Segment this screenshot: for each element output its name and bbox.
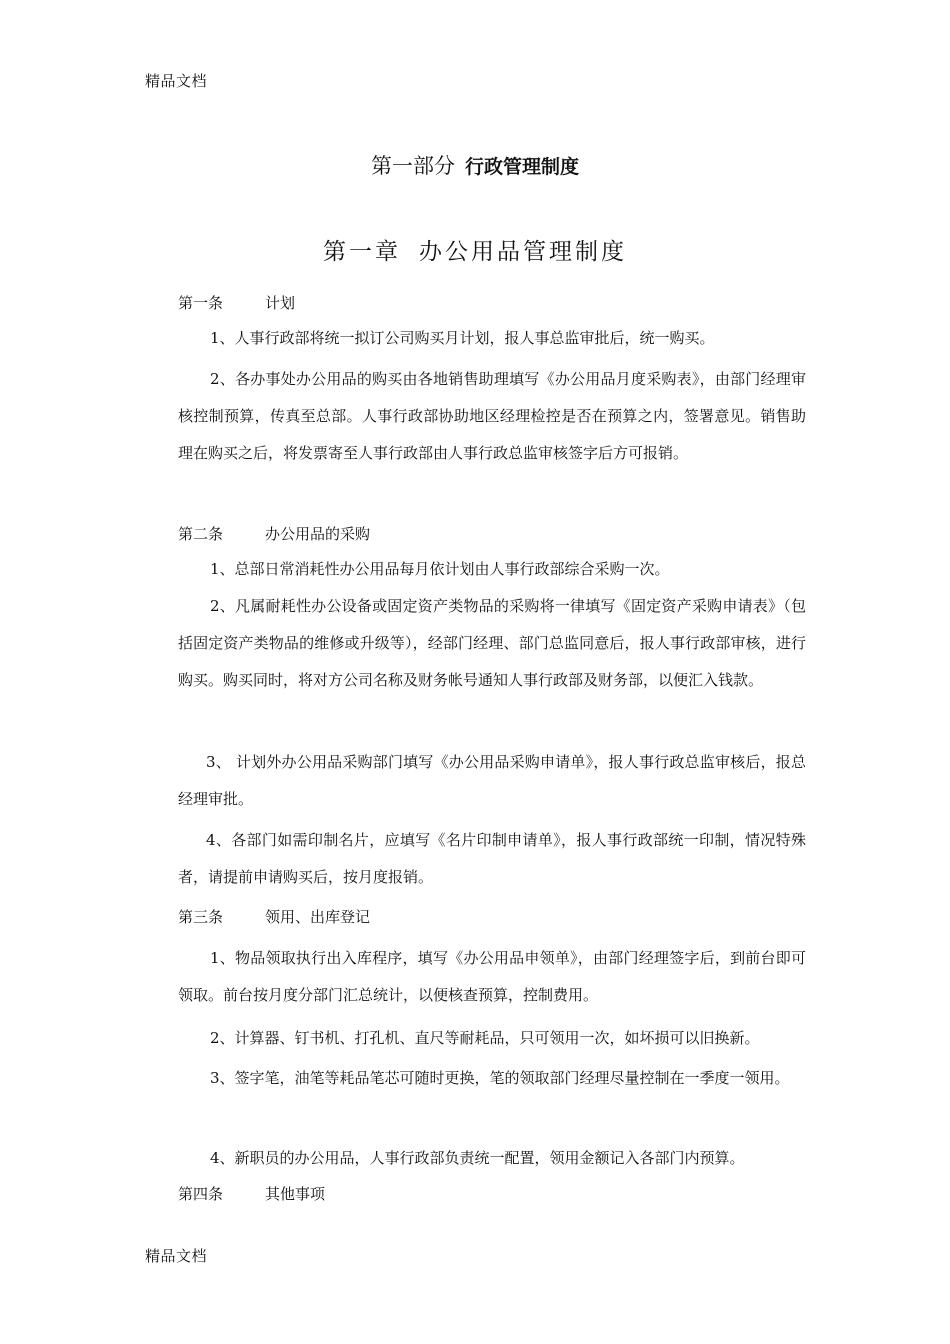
paragraph: 2、各办事处办公用品的购买由各地销售助理填写《办公用品月度采购表》，由部门经理审核控制预算，传真至总部。人事行政部协助地区经理检控是否在预算之内，签署意见。销售助理在购买之后，将发票寄至人事行政部由人事行政总监审核签字后方可报销。 (178, 370, 806, 462)
chapter-name: 办公用品管理制度 (419, 239, 627, 265)
chapter-title (0, 233, 950, 266)
paragraph: 1、人事行政部将统一拟订公司购买月计划，报人事总监审批后，统一购买。 (210, 329, 715, 347)
article-heading (178, 292, 295, 313)
paragraph: 1、物品领取执行出入库程序，填写《办公用品申领单》，由部门经理签字后，到前台即可领取。前台按月度分部门汇总统计，以便核查预算，控制费用。 (178, 949, 806, 1004)
article-heading (178, 906, 370, 927)
part-number: 第一部分 (370, 154, 455, 178)
article-title: 领用、出库登记 (265, 908, 371, 926)
article-number: 第四条 (178, 1185, 224, 1203)
article-title: 其他事项 (265, 1185, 326, 1203)
paragraph: 2、凡属耐耗性办公设备或固定资产类物品的采购将一律填写《固定资产采购申请表》（包括固定资产类物品的维修或升级等），经部门经理、部门总监同意后，报人事行政部审核，进行购买。购买同时，将对方公司名称及财务帐号通知人事行政部及财务部，以便汇入钱款。 (178, 597, 806, 689)
article-number: 第一条 (178, 294, 224, 312)
paragraph: 4、各部门如需印制名片，应填写《名片印制申请单》，报人事行政部统一印制，情况特殊者，请提前申请购买后，按月度报销。 (178, 831, 806, 886)
chapter-number: 第一章 (323, 239, 401, 265)
page-header-label: 精品文档 (145, 72, 208, 90)
article-title: 计划 (265, 294, 296, 312)
paragraph: 1、总部日常消耗性办公用品每月依计划由人事行政部综合采购一次。 (210, 560, 670, 578)
part-subtitle: 行政管理制度 (464, 156, 579, 178)
paragraph: 2、计算器、钉书机、打孔机、直尺等耐耗品，只可领用一次，如坏损可以旧换新。 (210, 1029, 760, 1047)
paragraph: 3、签字笔，油笔等耗品笔芯可随时更换，笔的领取部门经理尽量控制在一季度一领用。 (210, 1069, 790, 1087)
article-number: 第三条 (178, 908, 224, 926)
page-footer-label: 精品文档 (145, 1247, 208, 1265)
article-number: 第二条 (178, 525, 224, 543)
article-heading (178, 523, 370, 544)
article-heading (178, 1183, 325, 1204)
article-title: 办公用品的采购 (265, 525, 371, 543)
part-title (0, 150, 950, 180)
paragraph: 3、 计划外办公用品采购部门填写《办公用品采购申请单》，报人事行政总监审核后，报总经理审批。 (178, 753, 806, 808)
paragraph: 4、新职员的办公用品，人事行政部负责统一配置，领用金额记入各部门内预算。 (210, 1149, 745, 1167)
